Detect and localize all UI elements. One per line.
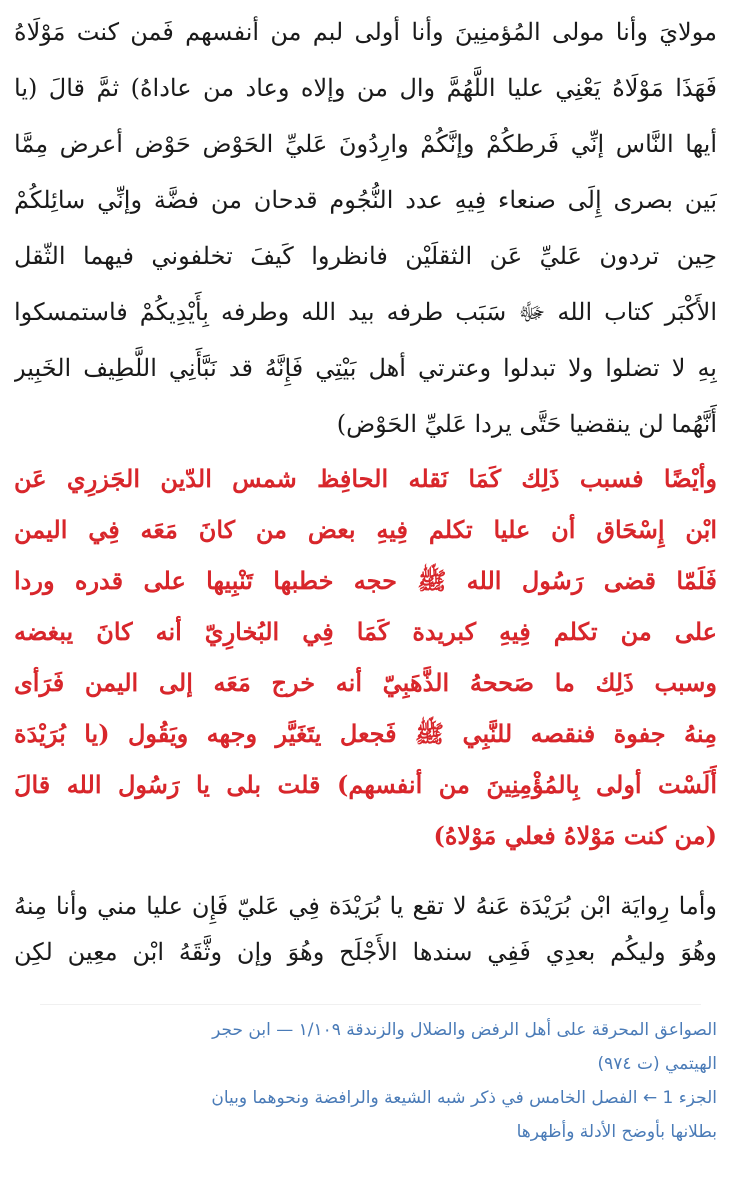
intro-line: أَنَّهُما لن ينقضيا حَتَّى يردا عَليِّ الحَوْض) <box>336 410 717 438</box>
highlight-line: وأيْضًا فسبب ذَلِك كَمَا نَقله الحافِظ شمس الدّين الجَزرِي عَن <box>14 464 717 493</box>
source-link-line <box>30 1013 717 1047</box>
intro-line: مولايَ وأنا مولى المُؤمنِينَ وأنا أولى لبم من أنفسهم فَمن كنت مَوْلَاهُ <box>14 18 717 46</box>
outro-line: وأما رِوايَة ابْن بُرَيْدَة عَنهُ لا تقع يا بُرَيْدَة فِي عَليّ فَإِن عليا مني وأنا مِنهُ <box>14 892 717 920</box>
intro-line: فَهَذَا مَوْلَاهُ يَعْنِي عليا اللَّهُمَّ وال من وإلاه وعاد من عاداهُ) ثمَّ قالَ (يا <box>14 74 717 102</box>
highlight-line: ابْن إِسْحَاق أن عليا تكلم فِيهِ بعض من كانَ مَعَه فِي اليمن <box>14 515 717 544</box>
highlight-line: أَلَسْت أولى بِالمُؤْمِنِينَ من أنفسهم) قلت بلى يا رَسُول الله قالَ <box>14 770 717 799</box>
chapter-link-line <box>30 1115 717 1149</box>
intro-line: أيها النَّاس إنِّي فَرطكُمْ وإنَّكُمْ وارِدُونَ عَليِّ الحَوْض حَوْض أعرض مِمَّا <box>14 130 717 158</box>
highlight-line: فَلَمّا قضى رَسُول الله ﷺ حجه خطبها تَنْبِيها على قدره وردا <box>14 566 717 595</box>
chapter-link-line <box>30 1081 717 1115</box>
intro-paragraph <box>14 4 717 452</box>
highlight-line: (من كنت مَوْلاهُ فعلي مَوْلاهُ) <box>433 821 717 850</box>
intro-line: بَين بصرى إِلَى صنعاء فِيهِ عدد النُّجُوم قدحان من فضَّة وإنِّي سائِلكُمْ <box>14 186 717 214</box>
citation-block <box>30 1013 717 1149</box>
intro-line: بِهِ لا تضلوا ولا تبدلوا وعترتي أهل بَيْتِي فَإِنَّهُ قد نَبَّأَنِي اللَّطِيف الخَبِير <box>14 354 717 382</box>
chapter-link[interactable]: الجزء 1 ← الفصل الخامس في ذكر شبه الشيعة والرافضة ونحوهما وبيان <box>211 1088 717 1108</box>
divider <box>40 1004 701 1005</box>
outro-paragraph <box>14 883 717 975</box>
source-link[interactable]: الصواعق المحرقة على أهل الرفض والضلال والزندقة ١/١٠٩ — ابن حجر <box>212 1020 717 1040</box>
intro-line: حِين تردون عَليِّ عَن الثقلَيْن فانظروا كَيفَ تخلفوني فيهما الثّقل <box>14 242 717 270</box>
source-link-line <box>30 1047 717 1081</box>
outro-line: وهُوَ وليكُم بعدِي فَفِي سندها الأَجْلَح وهُوَ وإن وثَّقَهُ ابْن معِين لكِن <box>14 938 717 966</box>
intro-line: الأَكْبَر كتاب الله ﷻ سَبَب طرفه بيد الله وطرفه بِأَيْدِيكُمْ فاستمسكوا <box>14 298 717 326</box>
highlight-line: وسبب ذَلِك ما صَححهُ الذَّهَبِيّ أنه خرج مَعَه إلى اليمن فَرَأى <box>14 668 717 697</box>
highlight-line: مِنهُ جفوة فنقصه للنَّبِي ﷺ فَجعل يتَغَيَّر وجهه ويَقُول (يا بُرَيْدَة <box>14 719 717 748</box>
highlight-line: على من تكلم فِيهِ كبريدة كَمَا فِي البُخارِيّ أنه كانَ يبغضه <box>14 617 717 646</box>
source-link-continued[interactable]: الهيتمي (ت ٩٧٤) <box>597 1054 717 1074</box>
highlighted-paragraph <box>14 453 717 861</box>
chapter-link-continued[interactable]: بطلانها بأوضح الأدلة وأظهرها <box>516 1122 717 1142</box>
